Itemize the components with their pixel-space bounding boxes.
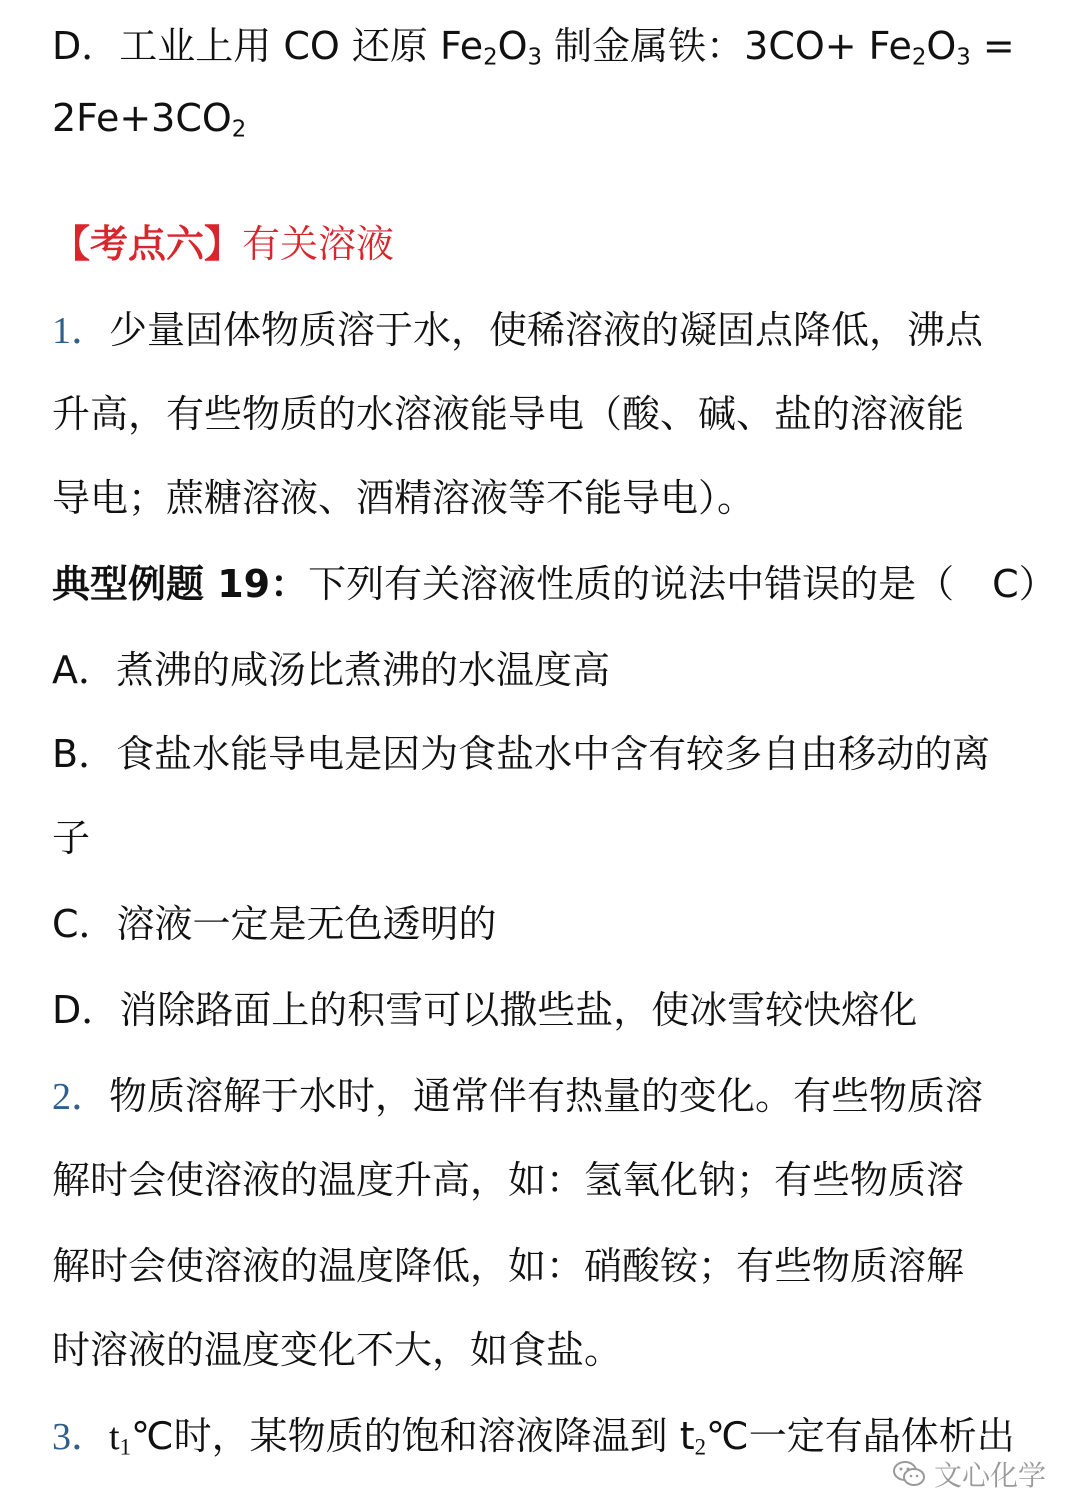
- point-number: 2: [52, 1076, 71, 1118]
- subscript: 3: [956, 44, 971, 71]
- text-segment: O: [497, 24, 528, 68]
- text-segment: 制金属铁：3CO+ Fe: [542, 24, 912, 68]
- point2-line4: 时溶液的温度变化不大，如食盐。: [52, 1328, 623, 1372]
- point-sep: ．: [71, 1414, 110, 1458]
- example19-option-a: A．煮沸的咸汤比煮沸的水温度高: [52, 648, 610, 692]
- point-text: ℃一定有晶体析出: [706, 1414, 1015, 1458]
- section-heading: [52, 220, 1050, 268]
- point-sep: ．: [71, 1074, 110, 1118]
- watermark-text: 文心化学: [933, 1459, 1046, 1492]
- option-d-equation-line1: [52, 22, 1050, 70]
- watermark: [892, 1454, 1046, 1494]
- example19-question: [52, 560, 1057, 608]
- point-text: 物质溶解于水时，通常伴有热量的变化。有些物质溶: [109, 1074, 984, 1118]
- text-segment: O: [926, 24, 957, 68]
- point1-line2: 升高，有些物质的水溶液能导电（酸、碱、盐的溶液能: [52, 392, 965, 436]
- section-title: 有关溶液: [242, 222, 395, 266]
- point-number: 1: [52, 310, 71, 352]
- subscript: 2: [483, 44, 498, 71]
- option-d-equation-line2: [52, 94, 1050, 142]
- example19-option-c: C．溶液一定是无色透明的: [52, 902, 497, 946]
- point-sep: ．: [71, 308, 110, 352]
- example19-option-d: D．消除路面上的积雪可以撒些盐，使冰雪较快熔化: [52, 988, 918, 1032]
- point2-line1: [52, 1072, 1050, 1121]
- point-text: ℃时，某物质的饱和溶液降温到 t: [130, 1414, 695, 1458]
- option-label: D．: [52, 24, 120, 68]
- example19-option-b-line2: 子: [52, 816, 91, 860]
- text-segment: =: [970, 24, 1015, 68]
- example-question: 下列有关溶液性质的说法中错误的是（ C）: [308, 562, 1057, 606]
- point2-line2: 解时会使溶液的温度升高，如：氢氧化钠；有些物质溶: [52, 1158, 965, 1202]
- example-label: 典型例题 19：: [52, 562, 309, 606]
- point1-line3: 导电；蔗糖溶液、酒精溶液等不能导电）。: [52, 476, 756, 520]
- subscript: 2: [694, 1434, 707, 1460]
- point-text: 少量固体物质溶于水，使稀溶液的凝固点降低，沸点: [109, 308, 984, 352]
- point-number: 3: [52, 1416, 71, 1458]
- text-segment: 2Fe+3CO: [52, 96, 232, 140]
- section-tag: 【考点六】: [52, 222, 243, 266]
- wechat-icon: [892, 1459, 926, 1489]
- subscript: 3: [527, 44, 543, 71]
- point2-line3: 解时会使溶液的温度降低，如：硝酸铵；有些物质溶解: [52, 1244, 965, 1288]
- text-segment: 工业上用 CO 还原 Fe: [119, 24, 484, 68]
- subscript: 2: [911, 44, 927, 71]
- subscript: 2: [231, 116, 247, 143]
- subscript: 1: [119, 1434, 131, 1460]
- point1-line1: [52, 306, 1050, 355]
- example19-option-b-line1: B．食盐水能导电是因为食盐水中含有较多自由移动的离: [52, 732, 991, 776]
- temp-symbol: t: [109, 1416, 120, 1458]
